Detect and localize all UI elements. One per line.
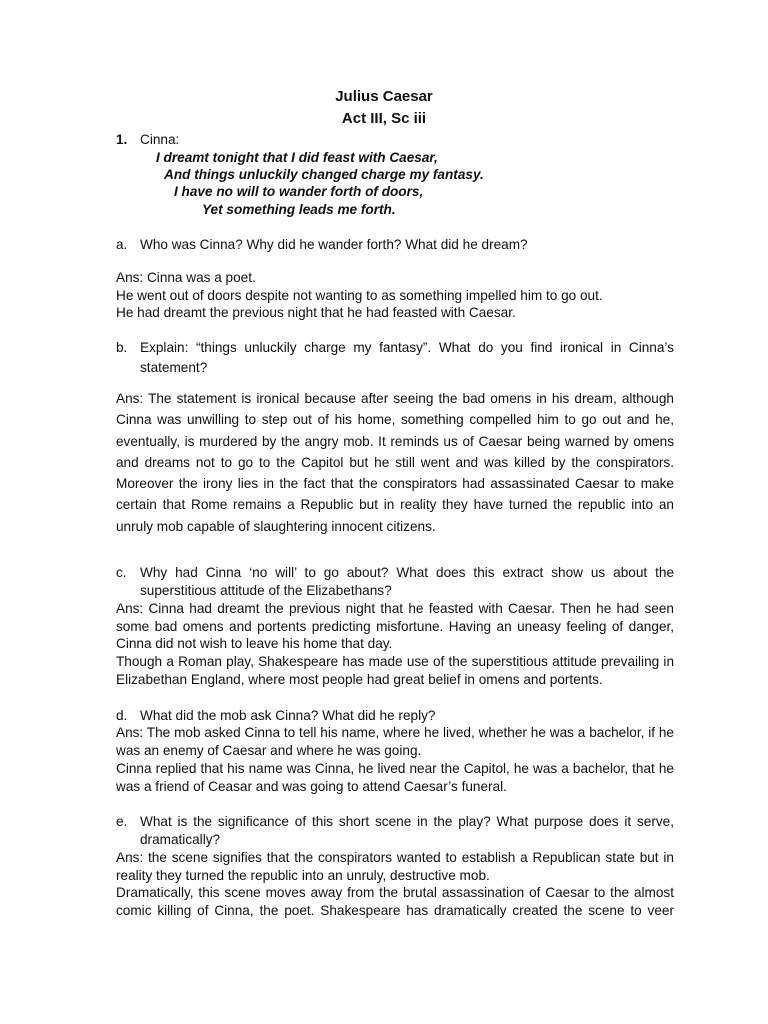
- question-text: Why had Cinna ‘no will’ to go about? What does this extract show us about the superstitious attitude of the Elizabethans?: [140, 565, 674, 598]
- verse-line-4: Yet something leads me forth.: [202, 202, 396, 217]
- question-d: [116, 707, 674, 725]
- answer-b: Ans: The statement is ironical because after seeing the bad omens in his dream, although Cinna was unwilling to step out of his home, something compelled him to go out and he, eventually, is murdered by the angry mob. It reminds us of Caesar being warned by omens and dreams not to go to the Capitol but he still went and was killed by the conspirators. Moreover the irony lies in the fact that the conspirators had assassinated Caesar to make certain that Rome remains a Republic but in reality they have turned the republic into an unruly mob capable of slaughtering innocent citizens.: [116, 391, 674, 534]
- question-c: [116, 564, 674, 599]
- question-label: e.: [116, 814, 128, 829]
- question-text: What did the mob ask Cinna? What did he reply?: [140, 708, 436, 723]
- question-text: Who was Cinna? Why did he wander forth? What did he dream?: [140, 237, 528, 252]
- question-text: Explain: “things unluckily charge my fantasy”. What do you find ironical in Cinna’s statement?: [140, 340, 674, 375]
- question-a: [116, 237, 674, 252]
- answer-a-line-1: Ans: Cinna was a poet.: [116, 270, 256, 285]
- verse-line-3: I have no will to wander forth of doors,: [174, 184, 424, 199]
- speaker-label: Cinna:: [140, 132, 180, 147]
- verse-line-1: I dreamt tonight that I did feast with Caesar,: [156, 150, 438, 165]
- answer-c-extra: Though a Roman play, Shakespeare has made use of the superstitious attitude prevailing in Elizabethan England, where most people had great belief in omens and portents.: [116, 654, 674, 687]
- document-title: Julius Caesar: [335, 88, 433, 105]
- question-e: [116, 813, 674, 848]
- answer-a-line-2: He went out of doors despite not wanting to as something impelled him to go out.: [116, 288, 603, 303]
- question-label: a.: [116, 237, 128, 252]
- document-subtitle: Act III, Sc iii: [341, 110, 427, 127]
- question-b: [116, 338, 674, 378]
- question-number: 1.: [116, 132, 128, 147]
- question-label: d.: [116, 708, 128, 723]
- answer-a-line-3: He had dreamt the previous night that he had feasted with Caesar.: [116, 305, 516, 320]
- answer-e: Ans: the scene signifies that the conspirators wanted to establish a Republican state but in reality they turned the republic into an unruly, destructive mob.: [116, 850, 674, 883]
- answer-c: Ans: Cinna had dreamt the previous night that he feasted with Caesar. Then he had seen some bad omens and portents predicting misfortune. Having an uneasy feeling of danger, Cinna did not wish to leave his home that day.: [116, 601, 674, 652]
- verse-line-2: And things unluckily changed charge my fantasy.: [164, 167, 484, 182]
- answer-d-extra: Cinna replied that his name was Cinna, he lived near the Capitol, he was a bachelor, that he was a friend of Ceasar and was going to attend Caesar’s funeral.: [116, 761, 674, 794]
- answer-d: Ans: The mob asked Cinna to tell his name, where he lived, whether he was a bachelor, if he was an enemy of Caesar and where he was going.: [116, 725, 674, 758]
- question-label: b.: [116, 340, 128, 355]
- question-text: What is the significance of this short scene in the play? What purpose does it serve, dramatically?: [140, 814, 674, 847]
- question-label: c.: [116, 565, 127, 580]
- answer-e-extra: Dramatically, this scene moves away from the brutal assassination of Caesar to the almost comic killing of Cinna, the poet. Shakespeare has dramatically created the scene to veer: [116, 885, 674, 918]
